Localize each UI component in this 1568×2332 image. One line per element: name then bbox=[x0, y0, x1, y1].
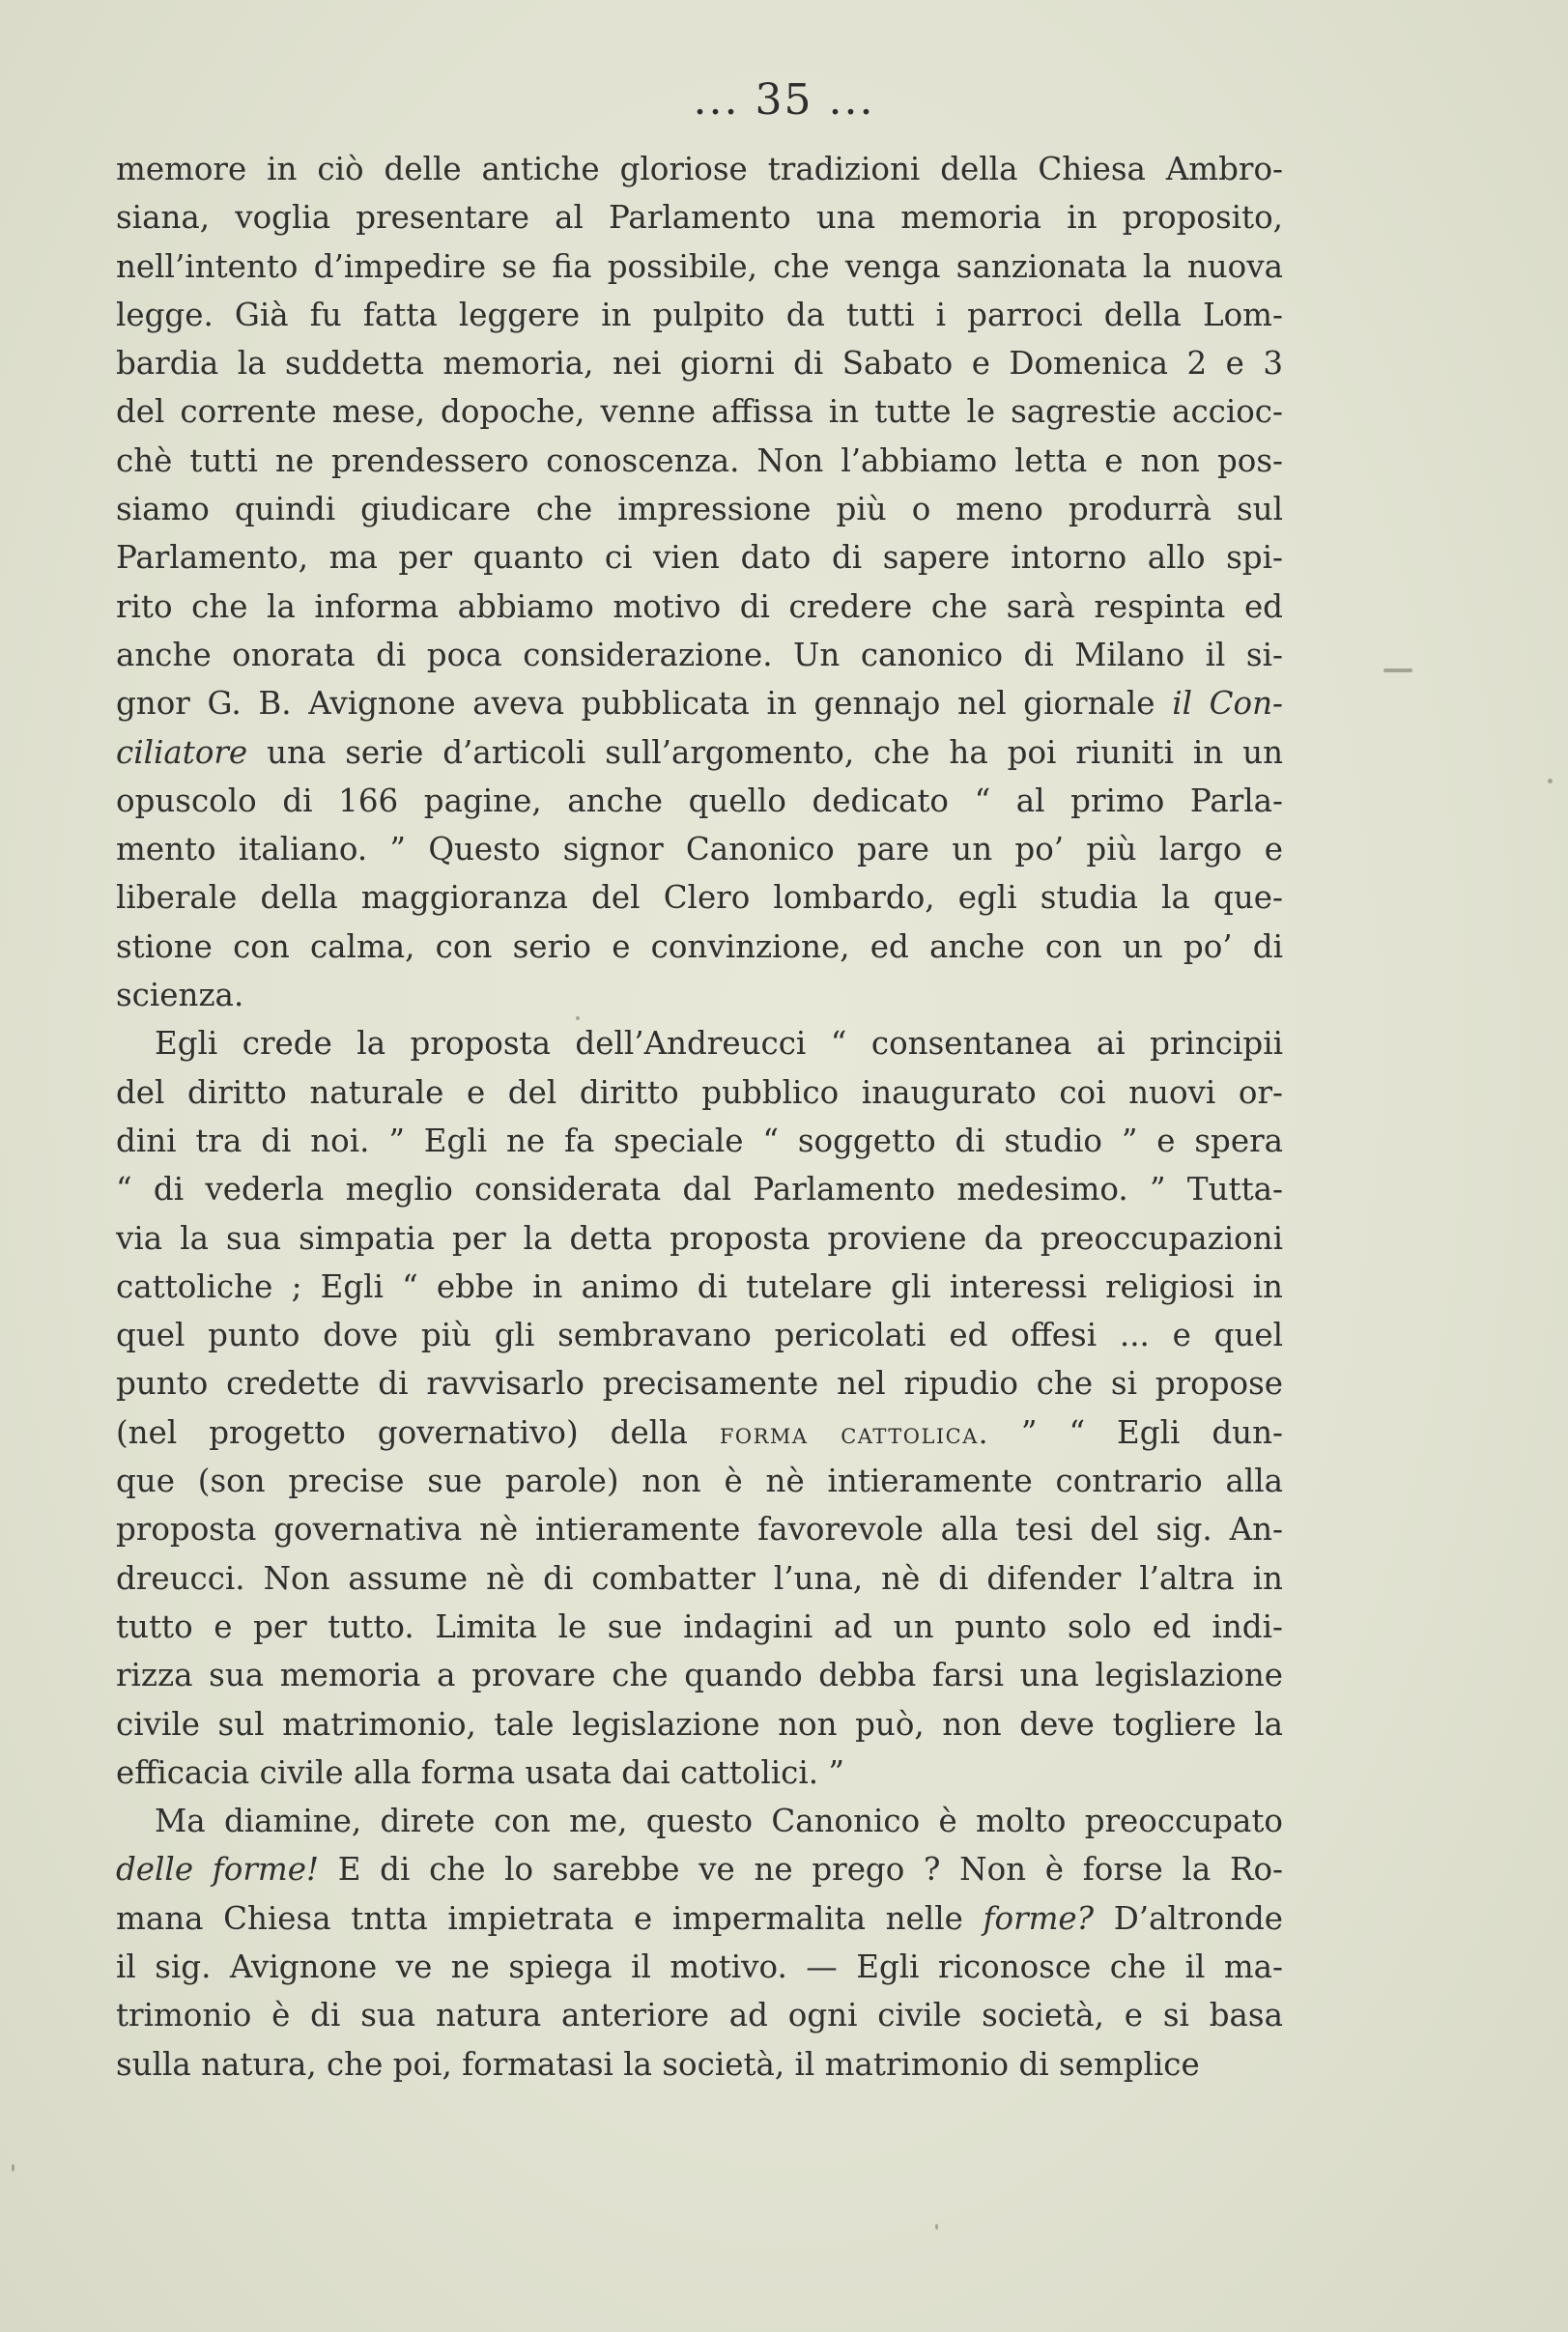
text-segment: que (son precise sue parole) non è nè intieramente contrario alla bbox=[116, 1463, 1283, 1500]
body-text bbox=[116, 145, 1283, 2089]
text-line bbox=[116, 485, 1283, 533]
text-segment: tutto e per tutto. Limita le sue indagini ad un punto solo ed indi- bbox=[116, 1607, 1283, 1645]
text-line bbox=[116, 1505, 1283, 1553]
text-line bbox=[116, 1700, 1283, 1749]
text-segment: Egli crede la proposta dell’Andreucci “ consentanea ai principii bbox=[155, 1025, 1283, 1063]
italic-text: il Con- bbox=[1172, 685, 1283, 723]
text-line bbox=[116, 971, 1283, 1019]
text-segment: proposta governativa nè intieramente favorevole alla tesi del sig. An- bbox=[116, 1511, 1283, 1549]
text-segment: cattoliche ; Egli “ ebbe in animo di tutelare gli interessi religiosi in bbox=[116, 1267, 1283, 1305]
text-segment: siamo quindi giudicare che impressione più o meno produrrà sul bbox=[116, 491, 1283, 528]
paper-speck bbox=[1548, 779, 1553, 783]
text-segment: dini tra di noi. ” Egli ne fa speciale “ soggetto di studio ” e spera bbox=[116, 1122, 1283, 1159]
text-segment: mento italiano. ” Questo signor Canonico pare un po’ più largo e bbox=[116, 831, 1283, 868]
italic-text: delle forme! bbox=[116, 1851, 320, 1889]
text-line bbox=[116, 1797, 1283, 1845]
text-segment: gnor G. B. Avignone aveva pubblicata in gennajo nel giornale bbox=[116, 685, 1173, 723]
text-segment: legge. Già fu fatta leggere in pulpito da tutti i parroci della Lom- bbox=[116, 296, 1283, 333]
text-segment: siana, voglia presentare al Parlamento una memoria in proposito, bbox=[116, 199, 1283, 237]
text-segment: sulla natura, che poi, formatasi la società, il matrimonio di semplice bbox=[116, 2045, 1200, 2083]
italic-text: forme? bbox=[983, 1899, 1095, 1937]
text-line bbox=[116, 193, 1283, 242]
text-segment: “ di vederla meglio considerata dal Parlamento medesimo. ” Tutta- bbox=[116, 1171, 1283, 1209]
text-line bbox=[116, 1603, 1283, 1651]
text-line bbox=[116, 1263, 1283, 1311]
text-line bbox=[116, 1845, 1283, 1893]
text-line bbox=[116, 145, 1283, 193]
text-segment: trimonio è di sua natura anteriore ad ogni civile società, e si basa bbox=[116, 1997, 1283, 2034]
text-segment: civile sul matrimonio, tale legislazione non può, non deve togliere la bbox=[116, 1705, 1283, 1743]
text-line bbox=[116, 1894, 1283, 1943]
text-line bbox=[116, 728, 1283, 777]
small-caps-text: forma cattolica. bbox=[719, 1416, 989, 1451]
page-number-header: ... 35 ... bbox=[693, 75, 875, 125]
text-line bbox=[116, 1019, 1283, 1067]
text-line bbox=[116, 1943, 1283, 1991]
paper-speck bbox=[1383, 668, 1412, 672]
text-segment: via la sua simpatia per la detta proposta proviene da preoccupazioni bbox=[116, 1219, 1283, 1257]
text-line bbox=[116, 1749, 1283, 1797]
text-line bbox=[116, 437, 1283, 485]
text-line bbox=[116, 1359, 1283, 1408]
text-segment: mana Chiesa tntta impietrata e impermalita nelle bbox=[116, 1899, 984, 1937]
text-segment: memore in ciò delle antiche gloriose tradizioni della Chiesa Ambro- bbox=[116, 151, 1283, 187]
text-line bbox=[116, 533, 1283, 582]
text-line bbox=[116, 923, 1283, 971]
text-line bbox=[116, 777, 1283, 825]
text-line bbox=[116, 242, 1283, 291]
text-line bbox=[116, 1311, 1283, 1359]
text-segment: quel punto dove più gli sembravano pericolati ed offesi ... e quel bbox=[116, 1317, 1283, 1354]
text-line bbox=[116, 1457, 1283, 1505]
paper-speck bbox=[576, 1016, 580, 1020]
text-line bbox=[116, 1068, 1283, 1117]
text-line bbox=[116, 583, 1283, 631]
text-segment: opuscolo di 166 pagine, anche quello dedicato “ al primo Parla- bbox=[116, 782, 1283, 819]
text-segment: rizza sua memoria a provare che quando debba farsi una legislazione bbox=[116, 1657, 1283, 1694]
text-segment: E di che lo sarebbe ve ne prego ? Non è forse la Ro- bbox=[319, 1851, 1283, 1889]
text-segment: (nel progetto governativo) della bbox=[116, 1413, 720, 1451]
text-line bbox=[116, 631, 1283, 679]
text-line bbox=[116, 1408, 1283, 1457]
text-segment: del diritto naturale e del diritto pubblico inaugurato coi nuovi or- bbox=[116, 1073, 1283, 1111]
paper-speck bbox=[12, 2164, 14, 2172]
text-line bbox=[116, 825, 1283, 873]
text-line bbox=[116, 1651, 1283, 1699]
text-segment: rito che la informa abbiamo motivo di credere che sarà respinta ed bbox=[116, 587, 1283, 625]
text-segment: ” “ Egli dun- bbox=[988, 1413, 1283, 1451]
text-line bbox=[116, 1554, 1283, 1603]
text-segment: una serie d’articoli sull’argomento, che ha poi riuniti in un bbox=[247, 733, 1283, 771]
text-line bbox=[116, 1214, 1283, 1263]
text-segment: bardia la suddetta memoria, nei giorni di Sabato e Domenica 2 e 3 bbox=[116, 345, 1283, 383]
text-segment: Parlamento, ma per quanto ci vien dato di sapere intorno allo spi- bbox=[116, 539, 1283, 577]
italic-text: ciliatore bbox=[116, 733, 248, 771]
text-line bbox=[116, 387, 1283, 436]
text-segment: scienza. bbox=[116, 977, 244, 1014]
text-segment: del corrente mese, dopoche, venne affissa in tutte le sagrestie accioc- bbox=[116, 393, 1283, 431]
text-segment: anche onorata di poca considerazione. Un canonico di Milano il si- bbox=[116, 636, 1283, 673]
text-segment: efficacia civile alla forma usata dai cattolici. ” bbox=[116, 1753, 845, 1791]
text-segment: stione con calma, con serio e convinzione, ed anche con un po’ di bbox=[116, 927, 1283, 965]
text-segment: il sig. Avignone ve ne spiega il motivo. — Egli riconosce che il ma- bbox=[116, 1948, 1283, 1985]
text-line bbox=[116, 873, 1283, 922]
text-segment: liberale della maggioranza del Clero lombardo, egli studia la que- bbox=[116, 879, 1283, 917]
text-line bbox=[116, 679, 1283, 727]
text-line bbox=[116, 339, 1283, 387]
text-segment: D’altronde bbox=[1094, 1899, 1284, 1937]
text-line bbox=[116, 2040, 1283, 2089]
text-line bbox=[116, 1165, 1283, 1213]
text-segment: Ma diamine, direte con me, questo Canonico è molto preoccupato bbox=[155, 1803, 1283, 1840]
text-line bbox=[116, 1991, 1283, 2039]
paper-speck bbox=[935, 2224, 938, 2230]
text-segment: punto credette di ravvisarlo precisamente nel ripudio che si propose bbox=[116, 1365, 1283, 1403]
text-segment: dreucci. Non assume nè di combatter l’una, nè di difender l’altra in bbox=[116, 1559, 1283, 1597]
text-segment: chè tutti ne prendessero conoscenza. Non l’abbiamo letta e non pos- bbox=[116, 441, 1283, 479]
text-segment: nell’intento d’impedire se fia possibile, che venga sanzionata la nuova bbox=[116, 247, 1283, 285]
text-line bbox=[116, 1117, 1283, 1165]
text-line bbox=[116, 291, 1283, 339]
